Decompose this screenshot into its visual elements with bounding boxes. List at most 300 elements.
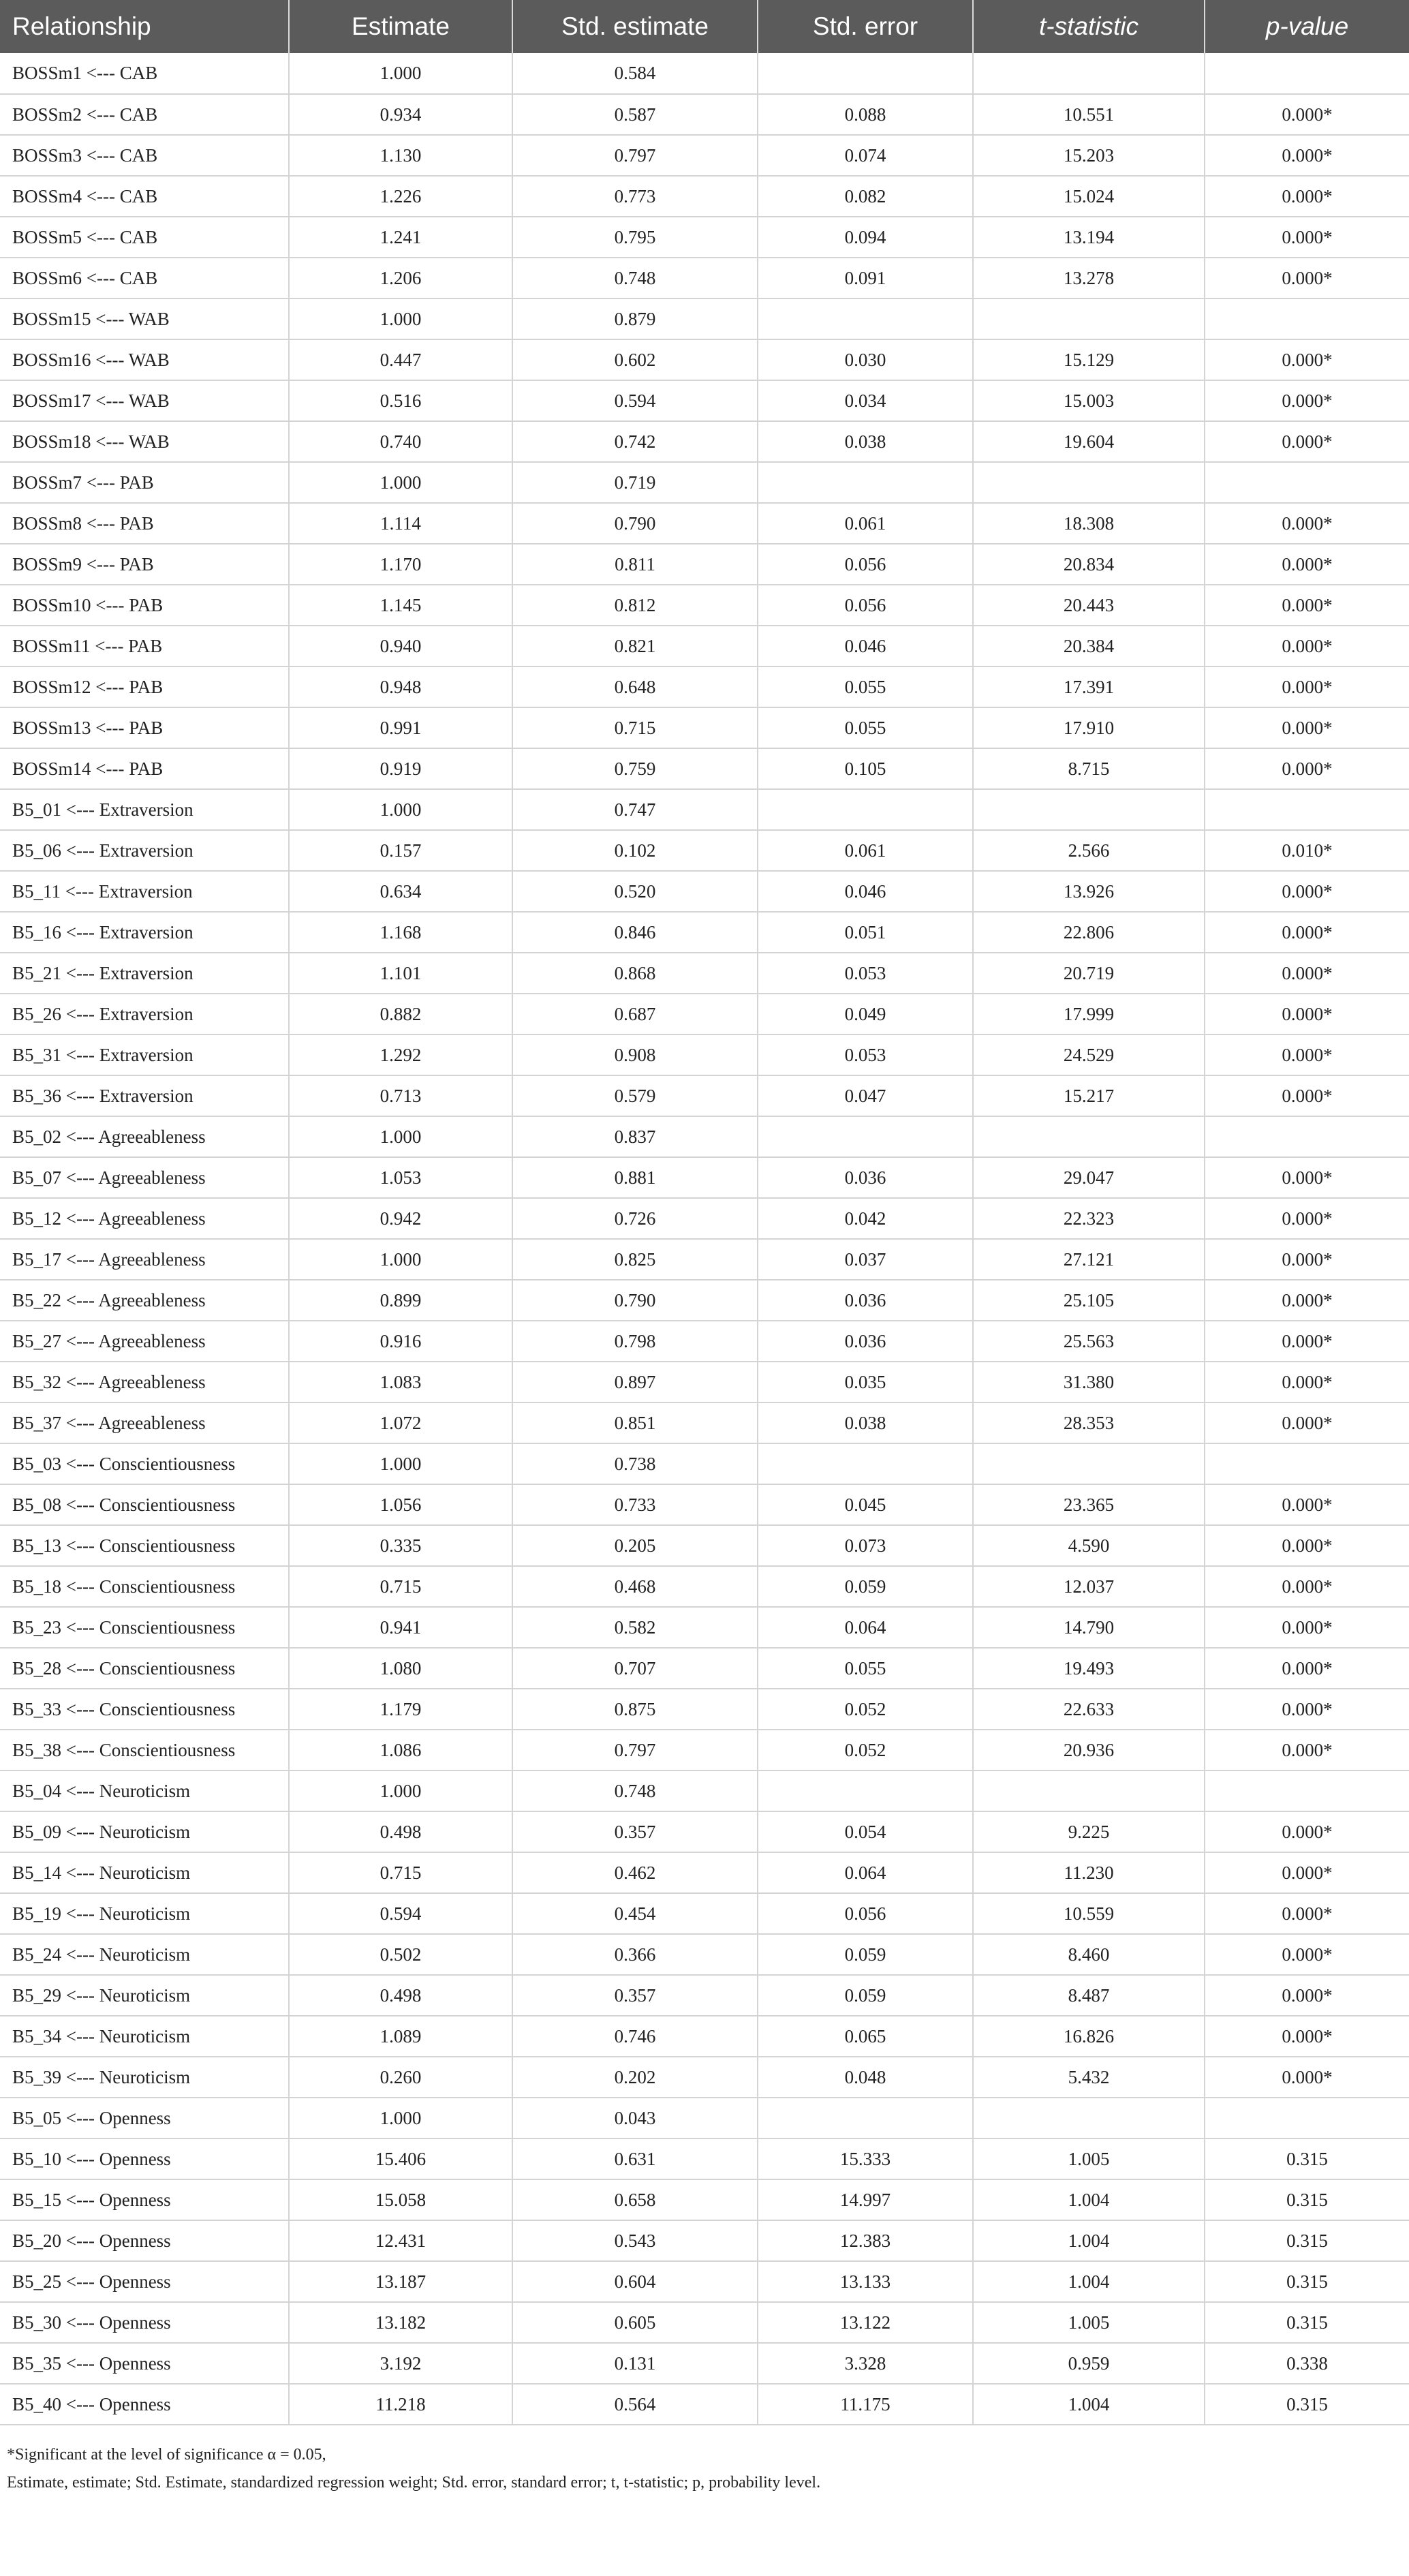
cell-estimate: 13.182 xyxy=(289,2302,512,2343)
cell-relationship: B5_30 <--- Openness xyxy=(0,2302,289,2343)
header-std-error: Std. error xyxy=(758,0,973,53)
table-row xyxy=(0,789,1409,830)
cell-p-value: 0.000* xyxy=(1205,2016,1409,2057)
table-row xyxy=(0,258,1409,298)
cell-estimate: 1.000 xyxy=(289,1116,512,1157)
cell-std-estimate: 0.879 xyxy=(512,298,758,339)
table-row xyxy=(0,2016,1409,2057)
cell-estimate: 0.516 xyxy=(289,380,512,421)
cell-estimate: 1.000 xyxy=(289,1770,512,1811)
cell-relationship: BOSSm11 <--- PAB xyxy=(0,626,289,666)
cell-std-estimate: 0.738 xyxy=(512,1443,758,1484)
cell-t-statistic: 1.004 xyxy=(973,2220,1205,2261)
cell-t-statistic: 20.834 xyxy=(973,544,1205,585)
cell-relationship: BOSSm14 <--- PAB xyxy=(0,748,289,789)
cell-std-error: 0.059 xyxy=(758,1975,973,2016)
table-row xyxy=(0,1362,1409,1402)
cell-std-error: 0.038 xyxy=(758,421,973,462)
cell-estimate: 0.498 xyxy=(289,1811,512,1852)
cell-t-statistic: 15.217 xyxy=(973,1075,1205,1116)
cell-p-value: 0.000* xyxy=(1205,1566,1409,1607)
table-row xyxy=(0,2138,1409,2179)
cell-estimate: 0.498 xyxy=(289,1975,512,2016)
cell-std-estimate: 0.719 xyxy=(512,462,758,503)
cell-estimate: 1.053 xyxy=(289,1157,512,1198)
cell-std-estimate: 0.773 xyxy=(512,176,758,217)
cell-p-value: 0.315 xyxy=(1205,2261,1409,2302)
cell-estimate: 0.715 xyxy=(289,1852,512,1893)
table-row xyxy=(0,2343,1409,2384)
cell-std-error xyxy=(758,1770,973,1811)
cell-p-value: 0.000* xyxy=(1205,176,1409,217)
cell-t-statistic: 15.129 xyxy=(973,339,1205,380)
cell-p-value: 0.000* xyxy=(1205,1484,1409,1525)
cell-t-statistic: 18.308 xyxy=(973,503,1205,544)
cell-p-value: 0.315 xyxy=(1205,2138,1409,2179)
cell-std-estimate: 0.605 xyxy=(512,2302,758,2343)
cell-estimate: 11.218 xyxy=(289,2384,512,2425)
cell-p-value: 0.000* xyxy=(1205,1321,1409,1362)
cell-std-estimate: 0.602 xyxy=(512,339,758,380)
cell-t-statistic: 4.590 xyxy=(973,1525,1205,1566)
cell-estimate: 1.000 xyxy=(289,53,512,94)
table-row xyxy=(0,1239,1409,1280)
cell-relationship: B5_12 <--- Agreeableness xyxy=(0,1198,289,1239)
cell-std-estimate: 0.043 xyxy=(512,2098,758,2138)
cell-estimate: 0.715 xyxy=(289,1566,512,1607)
cell-std-estimate: 0.795 xyxy=(512,217,758,258)
cell-t-statistic: 24.529 xyxy=(973,1034,1205,1075)
table-row xyxy=(0,830,1409,871)
table-row xyxy=(0,912,1409,953)
cell-estimate: 1.241 xyxy=(289,217,512,258)
cell-std-error: 0.064 xyxy=(758,1607,973,1648)
cell-relationship: B5_37 <--- Agreeableness xyxy=(0,1402,289,1443)
cell-std-error: 0.053 xyxy=(758,1034,973,1075)
cell-estimate: 1.056 xyxy=(289,1484,512,1525)
cell-p-value: 0.000* xyxy=(1205,953,1409,994)
table-row xyxy=(0,1975,1409,2016)
cell-p-value: 0.000* xyxy=(1205,1525,1409,1566)
cell-p-value: 0.000* xyxy=(1205,1280,1409,1321)
cell-relationship: BOSSm7 <--- PAB xyxy=(0,462,289,503)
cell-estimate: 0.919 xyxy=(289,748,512,789)
table-row xyxy=(0,1648,1409,1689)
table-row xyxy=(0,1811,1409,1852)
cell-std-error: 0.094 xyxy=(758,217,973,258)
cell-p-value xyxy=(1205,1443,1409,1484)
cell-estimate: 12.431 xyxy=(289,2220,512,2261)
table-row xyxy=(0,1280,1409,1321)
cell-std-error: 0.035 xyxy=(758,1362,973,1402)
cell-t-statistic: 1.004 xyxy=(973,2384,1205,2425)
cell-std-estimate: 0.759 xyxy=(512,748,758,789)
cell-estimate: 1.000 xyxy=(289,2098,512,2138)
cell-std-estimate: 0.707 xyxy=(512,1648,758,1689)
cell-std-estimate: 0.462 xyxy=(512,1852,758,1893)
cell-relationship: B5_15 <--- Openness xyxy=(0,2179,289,2220)
cell-std-estimate: 0.825 xyxy=(512,1239,758,1280)
footnote-abbreviations: Estimate, estimate; Std. Estimate, standardized regression weight; Std. error, standard error; t, t-statistic; p, probability level. xyxy=(7,2474,821,2491)
cell-std-error: 0.061 xyxy=(758,503,973,544)
cell-relationship: B5_28 <--- Conscientiousness xyxy=(0,1648,289,1689)
cell-relationship: B5_11 <--- Extraversion xyxy=(0,871,289,912)
table-row xyxy=(0,1893,1409,1934)
cell-relationship: BOSSm16 <--- WAB xyxy=(0,339,289,380)
cell-relationship: B5_26 <--- Extraversion xyxy=(0,994,289,1034)
cell-p-value: 0.010* xyxy=(1205,830,1409,871)
cell-std-estimate: 0.747 xyxy=(512,789,758,830)
cell-estimate: 0.941 xyxy=(289,1607,512,1648)
cell-estimate: 1.000 xyxy=(289,789,512,830)
table-row xyxy=(0,503,1409,544)
cell-std-error: 0.088 xyxy=(758,94,973,135)
cell-std-estimate: 0.594 xyxy=(512,380,758,421)
cell-relationship: B5_25 <--- Openness xyxy=(0,2261,289,2302)
cell-estimate: 1.114 xyxy=(289,503,512,544)
cell-std-estimate: 0.733 xyxy=(512,1484,758,1525)
cell-estimate: 1.226 xyxy=(289,176,512,217)
cell-p-value: 0.315 xyxy=(1205,2302,1409,2343)
cell-std-estimate: 0.742 xyxy=(512,421,758,462)
cell-estimate: 1.000 xyxy=(289,298,512,339)
cell-t-statistic: 5.432 xyxy=(973,2057,1205,2098)
cell-t-statistic: 0.959 xyxy=(973,2343,1205,2384)
cell-relationship: B5_40 <--- Openness xyxy=(0,2384,289,2425)
cell-estimate: 0.899 xyxy=(289,1280,512,1321)
cell-t-statistic xyxy=(973,462,1205,503)
cell-relationship: B5_08 <--- Conscientiousness xyxy=(0,1484,289,1525)
cell-relationship: B5_23 <--- Conscientiousness xyxy=(0,1607,289,1648)
cell-std-error: 0.056 xyxy=(758,585,973,626)
cell-estimate: 1.080 xyxy=(289,1648,512,1689)
cell-std-estimate: 0.797 xyxy=(512,135,758,176)
cell-p-value: 0.000* xyxy=(1205,217,1409,258)
cell-estimate: 0.942 xyxy=(289,1198,512,1239)
cell-relationship: BOSSm18 <--- WAB xyxy=(0,421,289,462)
table-row xyxy=(0,135,1409,176)
cell-std-error: 0.034 xyxy=(758,380,973,421)
cell-std-estimate: 0.131 xyxy=(512,2343,758,2384)
cell-std-error: 0.054 xyxy=(758,1811,973,1852)
cell-std-estimate: 0.587 xyxy=(512,94,758,135)
cell-p-value: 0.000* xyxy=(1205,380,1409,421)
cell-std-estimate: 0.790 xyxy=(512,503,758,544)
cell-p-value: 0.000* xyxy=(1205,2057,1409,2098)
cell-p-value: 0.000* xyxy=(1205,1811,1409,1852)
cell-std-error: 0.048 xyxy=(758,2057,973,2098)
table-row xyxy=(0,871,1409,912)
table-row xyxy=(0,1566,1409,1607)
header-row xyxy=(0,0,1409,53)
cell-estimate: 15.058 xyxy=(289,2179,512,2220)
cell-std-error: 0.049 xyxy=(758,994,973,1034)
cell-std-error xyxy=(758,462,973,503)
cell-estimate: 1.000 xyxy=(289,462,512,503)
cell-std-error: 0.073 xyxy=(758,1525,973,1566)
cell-t-statistic: 1.004 xyxy=(973,2179,1205,2220)
cell-t-statistic: 10.559 xyxy=(973,1893,1205,1934)
cell-estimate: 0.916 xyxy=(289,1321,512,1362)
cell-relationship: BOSSm1 <--- CAB xyxy=(0,53,289,94)
cell-p-value: 0.000* xyxy=(1205,503,1409,544)
cell-relationship: B5_17 <--- Agreeableness xyxy=(0,1239,289,1280)
cell-std-error: 0.091 xyxy=(758,258,973,298)
table-row xyxy=(0,2057,1409,2098)
cell-relationship: B5_39 <--- Neuroticism xyxy=(0,2057,289,2098)
cell-relationship: B5_09 <--- Neuroticism xyxy=(0,1811,289,1852)
cell-std-estimate: 0.102 xyxy=(512,830,758,871)
cell-p-value: 0.000* xyxy=(1205,94,1409,135)
table-row xyxy=(0,1443,1409,1484)
cell-std-error: 0.052 xyxy=(758,1730,973,1770)
cell-p-value xyxy=(1205,2098,1409,2138)
table-row xyxy=(0,1484,1409,1525)
cell-t-statistic: 28.353 xyxy=(973,1402,1205,1443)
cell-estimate: 1.130 xyxy=(289,135,512,176)
table-row xyxy=(0,1321,1409,1362)
cell-estimate: 1.145 xyxy=(289,585,512,626)
cell-std-error: 13.122 xyxy=(758,2302,973,2343)
table-row xyxy=(0,1075,1409,1116)
table-row xyxy=(0,707,1409,748)
cell-std-estimate: 0.205 xyxy=(512,1525,758,1566)
cell-estimate: 0.991 xyxy=(289,707,512,748)
cell-std-error xyxy=(758,1443,973,1484)
cell-relationship: BOSSm3 <--- CAB xyxy=(0,135,289,176)
table-row xyxy=(0,176,1409,217)
cell-relationship: B5_32 <--- Agreeableness xyxy=(0,1362,289,1402)
cell-std-estimate: 0.746 xyxy=(512,2016,758,2057)
table-row xyxy=(0,421,1409,462)
cell-relationship: B5_29 <--- Neuroticism xyxy=(0,1975,289,2016)
table-row xyxy=(0,1034,1409,1075)
cell-std-error: 0.053 xyxy=(758,953,973,994)
cell-p-value: 0.000* xyxy=(1205,871,1409,912)
cell-estimate: 0.740 xyxy=(289,421,512,462)
cell-p-value: 0.000* xyxy=(1205,1730,1409,1770)
cell-estimate: 0.713 xyxy=(289,1075,512,1116)
cell-estimate: 15.406 xyxy=(289,2138,512,2179)
cell-t-statistic: 11.230 xyxy=(973,1852,1205,1893)
table-row xyxy=(0,339,1409,380)
cell-p-value: 0.000* xyxy=(1205,1362,1409,1402)
cell-t-statistic: 8.460 xyxy=(973,1934,1205,1975)
header-t-statistic: t-statistic xyxy=(973,0,1205,53)
cell-t-statistic xyxy=(973,1116,1205,1157)
cell-estimate: 1.292 xyxy=(289,1034,512,1075)
cell-relationship: B5_10 <--- Openness xyxy=(0,2138,289,2179)
cell-p-value: 0.000* xyxy=(1205,1157,1409,1198)
cell-t-statistic: 15.003 xyxy=(973,380,1205,421)
table-row xyxy=(0,1116,1409,1157)
cell-t-statistic xyxy=(973,1443,1205,1484)
cell-t-statistic: 15.203 xyxy=(973,135,1205,176)
cell-relationship: B5_21 <--- Extraversion xyxy=(0,953,289,994)
cell-std-estimate: 0.868 xyxy=(512,953,758,994)
cell-p-value: 0.315 xyxy=(1205,2384,1409,2425)
cell-std-error: 0.051 xyxy=(758,912,973,953)
cell-p-value: 0.000* xyxy=(1205,135,1409,176)
cell-p-value: 0.000* xyxy=(1205,1934,1409,1975)
table-row xyxy=(0,2302,1409,2343)
cell-std-estimate: 0.748 xyxy=(512,1770,758,1811)
cell-estimate: 0.934 xyxy=(289,94,512,135)
cell-p-value xyxy=(1205,53,1409,94)
cell-relationship: BOSSm2 <--- CAB xyxy=(0,94,289,135)
cell-std-estimate: 0.604 xyxy=(512,2261,758,2302)
cell-std-estimate: 0.851 xyxy=(512,1402,758,1443)
cell-std-error: 3.328 xyxy=(758,2343,973,2384)
cell-std-estimate: 0.897 xyxy=(512,1362,758,1402)
cell-t-statistic: 25.563 xyxy=(973,1321,1205,1362)
cell-p-value: 0.000* xyxy=(1205,1975,1409,2016)
cell-t-statistic: 13.278 xyxy=(973,258,1205,298)
cell-relationship: B5_05 <--- Openness xyxy=(0,2098,289,2138)
table-row xyxy=(0,1607,1409,1648)
table-body xyxy=(0,53,1409,2425)
cell-t-statistic: 15.024 xyxy=(973,176,1205,217)
cell-p-value: 0.000* xyxy=(1205,666,1409,707)
cell-std-error: 12.383 xyxy=(758,2220,973,2261)
cell-std-estimate: 0.648 xyxy=(512,666,758,707)
cell-std-estimate: 0.658 xyxy=(512,2179,758,2220)
cell-relationship: B5_18 <--- Conscientiousness xyxy=(0,1566,289,1607)
cell-t-statistic: 22.323 xyxy=(973,1198,1205,1239)
cell-estimate: 1.000 xyxy=(289,1239,512,1280)
cell-p-value xyxy=(1205,462,1409,503)
cell-std-estimate: 0.366 xyxy=(512,1934,758,1975)
table-row xyxy=(0,1157,1409,1198)
cell-relationship: BOSSm4 <--- CAB xyxy=(0,176,289,217)
table-row xyxy=(0,1525,1409,1566)
cell-estimate: 13.187 xyxy=(289,2261,512,2302)
cell-p-value: 0.000* xyxy=(1205,1852,1409,1893)
cell-estimate: 3.192 xyxy=(289,2343,512,2384)
cell-p-value: 0.000* xyxy=(1205,912,1409,953)
cell-estimate: 1.206 xyxy=(289,258,512,298)
cell-p-value: 0.000* xyxy=(1205,1402,1409,1443)
cell-std-estimate: 0.582 xyxy=(512,1607,758,1648)
cell-relationship: B5_38 <--- Conscientiousness xyxy=(0,1730,289,1770)
cell-p-value: 0.000* xyxy=(1205,707,1409,748)
cell-std-estimate: 0.821 xyxy=(512,626,758,666)
cell-std-estimate: 0.631 xyxy=(512,2138,758,2179)
cell-std-error: 13.133 xyxy=(758,2261,973,2302)
cell-std-estimate: 0.812 xyxy=(512,585,758,626)
cell-std-error: 0.055 xyxy=(758,707,973,748)
cell-t-statistic: 20.719 xyxy=(973,953,1205,994)
cell-t-statistic xyxy=(973,1770,1205,1811)
cell-p-value: 0.000* xyxy=(1205,1689,1409,1730)
table-row xyxy=(0,1402,1409,1443)
cell-std-error: 0.036 xyxy=(758,1280,973,1321)
cell-relationship: B5_20 <--- Openness xyxy=(0,2220,289,2261)
cell-estimate: 0.634 xyxy=(289,871,512,912)
cell-std-estimate: 0.454 xyxy=(512,1893,758,1934)
cell-relationship: BOSSm8 <--- PAB xyxy=(0,503,289,544)
cell-t-statistic: 1.005 xyxy=(973,2302,1205,2343)
table-row xyxy=(0,1689,1409,1730)
cell-estimate: 0.335 xyxy=(289,1525,512,1566)
cell-std-error: 0.030 xyxy=(758,339,973,380)
cell-std-error: 0.065 xyxy=(758,2016,973,2057)
cell-p-value: 0.315 xyxy=(1205,2179,1409,2220)
cell-relationship: B5_19 <--- Neuroticism xyxy=(0,1893,289,1934)
cell-p-value: 0.000* xyxy=(1205,1607,1409,1648)
cell-relationship: BOSSm9 <--- PAB xyxy=(0,544,289,585)
cell-p-value: 0.000* xyxy=(1205,585,1409,626)
cell-p-value xyxy=(1205,1770,1409,1811)
cell-estimate: 1.086 xyxy=(289,1730,512,1770)
cell-std-estimate: 0.846 xyxy=(512,912,758,953)
table-row xyxy=(0,462,1409,503)
header-p-value: p-value xyxy=(1205,0,1409,53)
cell-estimate: 0.447 xyxy=(289,339,512,380)
cell-t-statistic: 12.037 xyxy=(973,1566,1205,1607)
cell-std-error: 0.056 xyxy=(758,1893,973,1934)
cell-relationship: B5_01 <--- Extraversion xyxy=(0,789,289,830)
table-row xyxy=(0,2261,1409,2302)
cell-std-estimate: 0.468 xyxy=(512,1566,758,1607)
cell-estimate: 1.168 xyxy=(289,912,512,953)
cell-std-estimate: 0.837 xyxy=(512,1116,758,1157)
cell-std-estimate: 0.357 xyxy=(512,1975,758,2016)
cell-p-value: 0.000* xyxy=(1205,1034,1409,1075)
table-row xyxy=(0,544,1409,585)
cell-std-error xyxy=(758,789,973,830)
cell-t-statistic: 14.790 xyxy=(973,1607,1205,1648)
cell-t-statistic: 25.105 xyxy=(973,1280,1205,1321)
cell-std-error: 0.055 xyxy=(758,1648,973,1689)
cell-t-statistic: 29.047 xyxy=(973,1157,1205,1198)
cell-relationship: B5_34 <--- Neuroticism xyxy=(0,2016,289,2057)
cell-t-statistic: 17.391 xyxy=(973,666,1205,707)
cell-relationship: BOSSm12 <--- PAB xyxy=(0,666,289,707)
table-row xyxy=(0,1198,1409,1239)
cell-estimate: 0.594 xyxy=(289,1893,512,1934)
cell-estimate: 1.089 xyxy=(289,2016,512,2057)
cell-p-value: 0.000* xyxy=(1205,1893,1409,1934)
cell-estimate: 1.083 xyxy=(289,1362,512,1402)
cell-p-value: 0.000* xyxy=(1205,748,1409,789)
cell-std-error: 0.056 xyxy=(758,544,973,585)
cell-std-error: 0.052 xyxy=(758,1689,973,1730)
cell-relationship: B5_33 <--- Conscientiousness xyxy=(0,1689,289,1730)
cell-relationship: B5_13 <--- Conscientiousness xyxy=(0,1525,289,1566)
table-row xyxy=(0,2179,1409,2220)
cell-estimate: 1.000 xyxy=(289,1443,512,1484)
cell-relationship: B5_04 <--- Neuroticism xyxy=(0,1770,289,1811)
cell-t-statistic: 13.194 xyxy=(973,217,1205,258)
cell-std-estimate: 0.520 xyxy=(512,871,758,912)
table-row xyxy=(0,2384,1409,2425)
cell-p-value: 0.000* xyxy=(1205,626,1409,666)
header-std-estimate: Std. estimate xyxy=(512,0,758,53)
cell-std-error xyxy=(758,2098,973,2138)
cell-p-value: 0.000* xyxy=(1205,1075,1409,1116)
cell-t-statistic: 22.633 xyxy=(973,1689,1205,1730)
cell-std-error: 0.045 xyxy=(758,1484,973,1525)
cell-t-statistic: 1.004 xyxy=(973,2261,1205,2302)
cell-t-statistic xyxy=(973,789,1205,830)
cell-relationship: BOSSm17 <--- WAB xyxy=(0,380,289,421)
cell-t-statistic: 20.443 xyxy=(973,585,1205,626)
table-row xyxy=(0,53,1409,94)
cell-relationship: B5_03 <--- Conscientiousness xyxy=(0,1443,289,1484)
cell-relationship: B5_35 <--- Openness xyxy=(0,2343,289,2384)
cell-t-statistic: 31.380 xyxy=(973,1362,1205,1402)
